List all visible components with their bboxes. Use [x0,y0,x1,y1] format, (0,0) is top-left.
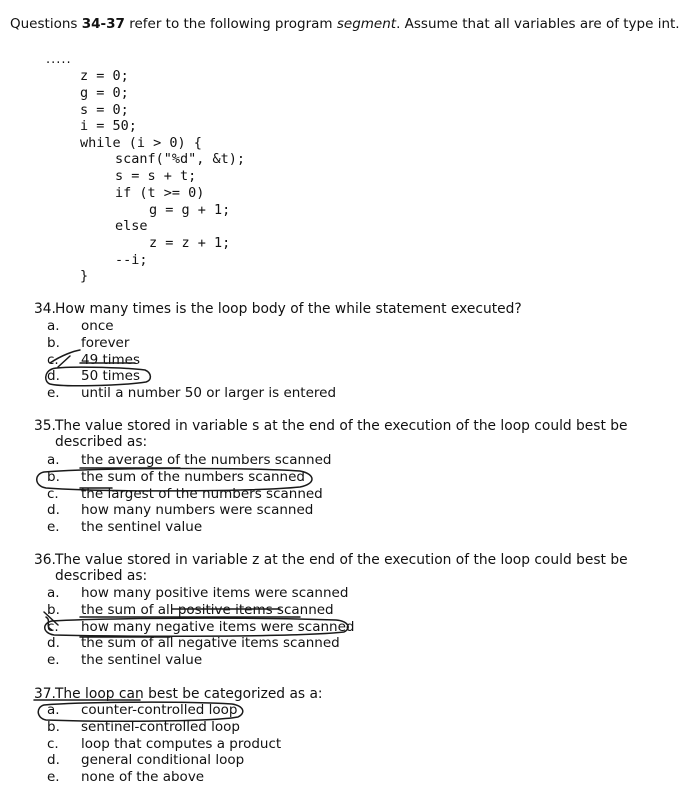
question-text: How many times is the loop body of the while statement executed? [55,301,522,317]
option-item[interactable] [47,486,331,503]
option-item[interactable] [47,585,354,602]
intro-prefix: Questions [10,16,82,32]
question-34-options [47,318,336,402]
question-stem-line [34,301,522,317]
code-line: s = s + t; [115,168,197,184]
question-text: The loop can best be categorized as a: [55,686,323,702]
option-item[interactable] [47,602,354,619]
option-item[interactable] [47,702,281,719]
option-item[interactable] [47,719,281,736]
option-text: the sentinel value [81,652,203,669]
option-text: the sum of all negative items scanned [81,635,340,652]
intro-middle: refer to the following program [124,16,337,32]
option-letter: e. [47,769,60,786]
intro-text [10,16,680,32]
option-item[interactable] [47,519,331,536]
code-line: z = z + 1; [149,235,231,251]
option-item[interactable] [47,619,354,636]
option-letter: b. [47,601,60,618]
question-stem-line [34,552,628,568]
option-letter: c. [47,485,59,502]
option-item[interactable] [47,368,336,385]
code-line: else [115,218,148,234]
intro-suffix: . Assume that all variables are of type int. [396,16,680,32]
code-line: while (i > 0) { [80,135,202,151]
option-letter: c. [47,735,59,752]
option-letter: a. [47,585,60,601]
code-line: if (t >= 0) [115,185,205,201]
option-letter: c. [47,351,59,368]
code-ellipsis: ..... [46,52,72,67]
option-item[interactable] [47,318,336,335]
question-37-options [47,702,281,786]
question-37-stem [34,686,323,702]
option-item[interactable] [47,736,281,753]
option-text: how many negative items were scanned [81,618,355,635]
option-text: counter-controlled loop [81,702,238,718]
option-text: how many numbers were scanned [81,502,314,519]
code-line: g = 0; [80,85,129,101]
option-letter: b. [47,334,60,351]
question-text: The value stored in variable s at the end of the execution of the loop could best be [55,418,628,434]
option-text: the sentinel value [81,519,203,536]
option-item[interactable] [47,335,336,352]
option-text: 49 times [81,351,141,368]
option-letter: e. [47,652,60,669]
code-line: --i; [115,252,148,268]
option-item[interactable] [47,452,331,469]
option-letter: d. [47,752,60,769]
code-line: scanf("%d", &t); [115,151,246,167]
question-36-stem [34,552,628,585]
option-text: forever [81,334,130,351]
question-34-stem [34,301,522,317]
code-line: g = g + 1; [149,202,231,218]
option-item[interactable] [47,652,354,669]
option-item[interactable] [47,385,336,402]
option-text: sentinel-controlled loop [81,718,240,735]
option-item[interactable] [47,635,354,652]
option-item[interactable] [47,752,281,769]
question-stem-line [34,686,323,702]
option-letter: e. [47,519,60,536]
option-letter: a. [47,318,60,334]
option-item[interactable] [47,502,331,519]
code-line: z = 0; [80,68,129,84]
intro-question-range: 34-37 [81,16,125,32]
question-number: 37. [34,686,56,702]
option-text: until a number 50 or larger is entered [81,385,337,402]
option-item[interactable] [47,769,281,786]
question-stem-line [34,418,628,434]
question-35-options [47,452,331,536]
option-text: 50 times [81,368,141,385]
option-letter: c. [47,618,59,635]
question-text: The value stored in variable z at the end of the execution of the loop could best be [55,552,628,568]
option-text: the sum of all positive items scanned [81,601,334,618]
option-letter: d. [47,502,60,519]
option-item[interactable] [47,469,331,486]
option-text: general conditional loop [81,752,245,769]
option-letter: b. [47,718,60,735]
option-letter: a. [47,452,60,468]
option-letter: a. [47,702,60,718]
option-text: loop that computes a product [81,735,282,752]
option-text: none of the above [81,769,205,786]
option-text: once [81,318,114,334]
code-line: i = 50; [80,118,137,134]
intro-segment-word: segment [336,16,397,32]
option-letter: b. [47,468,60,485]
option-text: the sum of the numbers scanned [81,468,305,485]
code-line: } [80,268,89,284]
question-stem-line: described as: [55,568,148,585]
option-text: how many positive items were scanned [81,585,349,601]
option-letter: e. [47,385,60,402]
option-letter: d. [47,368,60,385]
option-letter: d. [47,635,60,652]
question-number: 36. [34,552,56,568]
question-35-stem [34,418,628,451]
option-text: the largest of the numbers scanned [81,485,323,502]
code-line: s = 0; [80,102,129,118]
option-item[interactable] [47,352,336,369]
question-number: 34. [34,301,56,317]
question-number: 35. [34,418,56,434]
question-stem-line: described as: [55,434,148,451]
option-text: the average of the numbers scanned [81,452,332,468]
question-36-options [47,585,354,669]
